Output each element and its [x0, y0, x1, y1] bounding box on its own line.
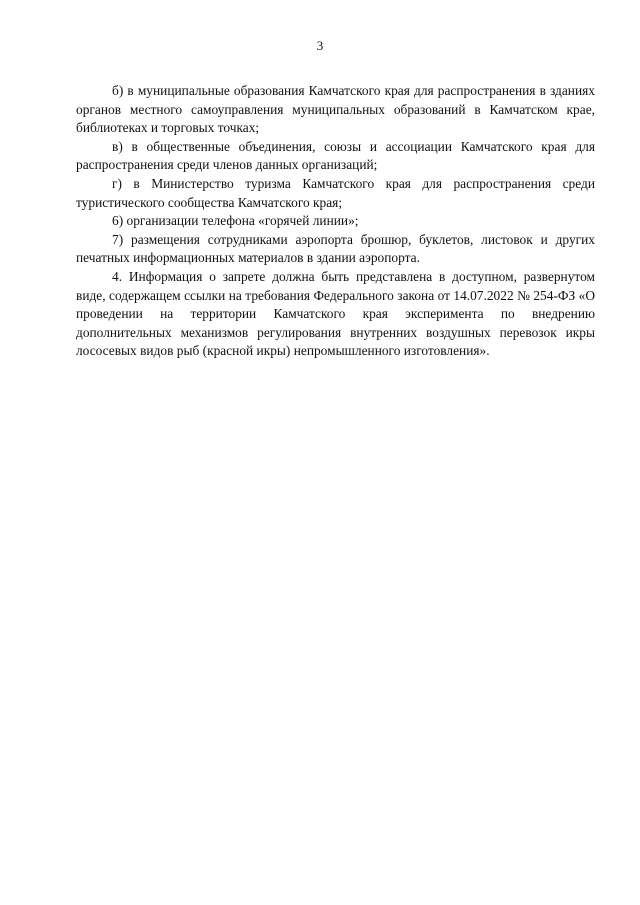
- document-body: [76, 82, 595, 361]
- paragraph-item-7: 7) размещения сотрудниками аэропорта брошюр, буклетов, листовок и других печатных информационных материалов в здании аэропорта.: [76, 231, 595, 266]
- paragraph-item-6: 6) организации телефона «горячей линии»;: [112, 213, 359, 229]
- paragraph-section-4: 4. Информация о запрете должна быть представлена в доступном, развернутом виде, содержащем ссылки на требования Федерального закона от 14.07.2022 № 254-ФЗ «О проведении на территории Камчатского края эксперимента по внедрению дополнительных механизмов регулирования внутренних воздушных перевозок икры лососевых видов рыб (красной икры) непромышленного изготовления».: [76, 268, 595, 359]
- paragraph-item-b: б) в муниципальные образования Камчатского края для распространения в зданиях органов местного самоуправления муниципальных образований в Камчатском крае, библиотеках и торговых точках;: [76, 83, 595, 136]
- paragraph-item-g: г) в Министерство туризма Камчатского края для распространения среди туристического сообщества Камчатского края;: [76, 175, 595, 210]
- page-number: 3: [316, 38, 324, 53]
- paragraph-item-v: в) в общественные объединения, союзы и ассоциации Камчатского края для распространения среди членов данных организаций;: [76, 138, 595, 173]
